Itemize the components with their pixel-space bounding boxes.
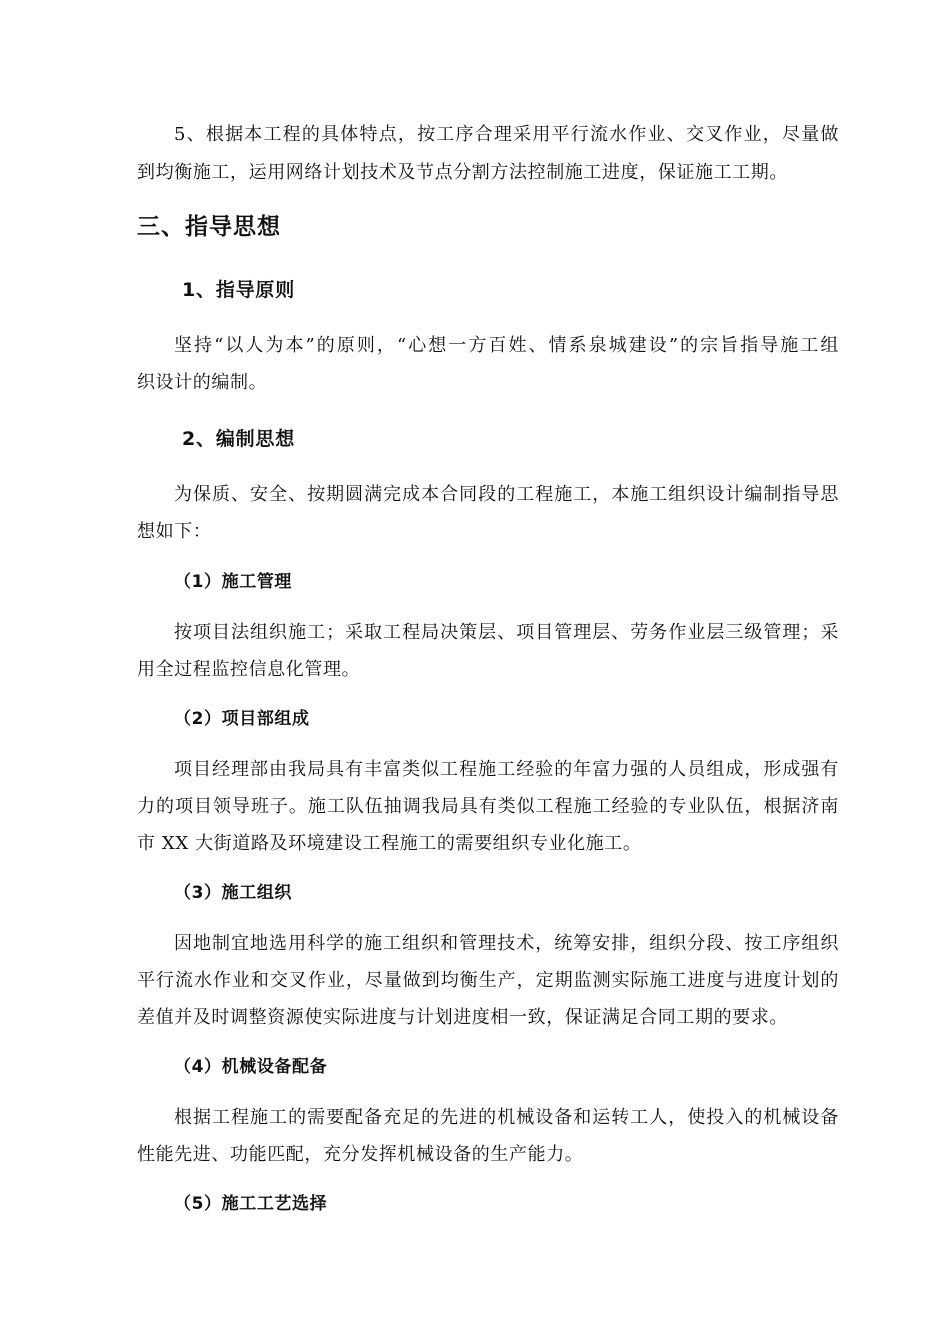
principles-line-1: 坚持“以人为本”的原则，“心想一方百姓、情系泉城建设”的宗旨指导施工组 [174, 335, 839, 356]
subheading-compilation-ideas: 2、编制思想 [182, 428, 296, 450]
organization-line-1: 因地制宜地选用科学的施工组织和管理技术，统筹安排，组织分段、按工序组织 [174, 933, 839, 954]
department-line-3: 市 XX 大街道路及环境建设工程施工的需要组织专业化施工。 [137, 833, 642, 854]
organization-line-2: 平行流水作业和交叉作业，尽量做到均衡生产，定期监测实际施工进度与进度计划的 [137, 970, 839, 991]
compilation-line-1: 为保质、安全、按期圆满完成本合同段的工程施工，本施工组织设计编制指导思 [174, 484, 839, 505]
subheading-guiding-principles: 1、指导原则 [182, 279, 296, 301]
equipment-line-2: 性能先进、功能匹配，充分发挥机械设备的生产能力。 [137, 1144, 584, 1165]
item-heading-construction-organization: （3）施工组织 [174, 883, 293, 903]
section-heading-guiding-ideology: 三、指导思想 [137, 214, 281, 240]
department-line-2: 力的项目领导班子。施工队伍抽调我局具有类似工程施工经验的专业队伍，根据济南 [137, 796, 839, 817]
item5-line-1: 5、根据本工程的具体特点，按工序合理采用平行流水作业、交叉作业，尽量做 [174, 124, 839, 145]
principles-line-2: 织设计的编制。 [137, 372, 268, 393]
item-heading-project-department: （2）项目部组成 [174, 709, 310, 729]
management-line-2: 用全过程监控信息化管理。 [137, 659, 361, 680]
compilation-line-2: 想如下： [137, 521, 212, 542]
item5-line-2: 到均衡施工，运用网络计划技术及节点分割方法控制施工进度，保证施工工期。 [137, 162, 788, 183]
item-heading-equipment: （4）机械设备配备 [174, 1057, 328, 1077]
equipment-line-1: 根据工程施工的需要配备充足的先进的机械设备和运转工人，使投入的机械设备 [174, 1107, 839, 1128]
department-line-1: 项目经理部由我局具有丰富类似工程施工经验的年富力强的人员组成，形成强有 [174, 759, 839, 780]
item-heading-process-selection: （5）施工工艺选择 [174, 1194, 328, 1214]
item-heading-construction-management: （1）施工管理 [174, 572, 293, 592]
management-line-1: 按项目法组织施工；采取工程局决策层、项目管理层、劳务作业层三级管理；采 [174, 622, 839, 643]
organization-line-3: 差值并及时调整资源使实际进度与计划进度相一致，保证满足合同工期的要求。 [137, 1007, 788, 1028]
